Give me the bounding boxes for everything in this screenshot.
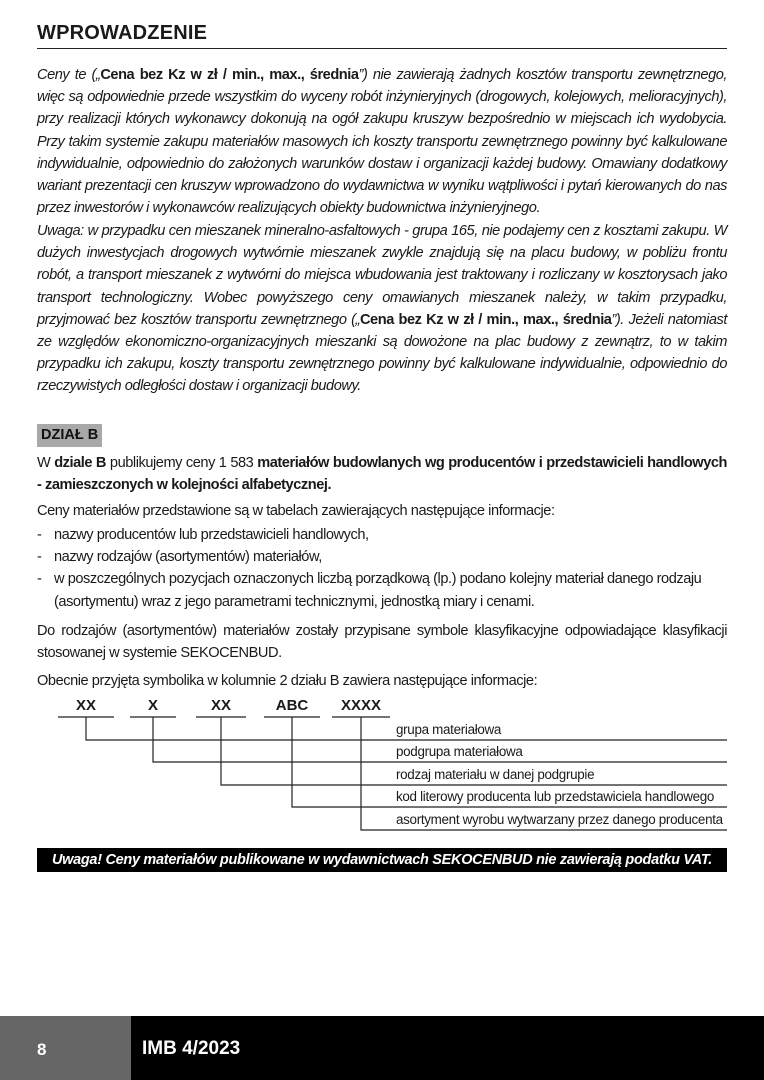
list-item: - w poszczególnych pozycjach oznaczonych liczbą porządkową (lp.) podano kolejny materiał danego rodzaju (asortymentu) wraz z jego parametrami technicznymi, jednostką miary i cenami.	[37, 568, 727, 612]
section-intro-paragraph: W dziale B publikujemy ceny 1 583 materiałów budowlanych wg producentów i przedstawicieli handlowych - zamieszczonych w kolejności alfabetycznej.	[37, 455, 727, 494]
classification-paragraph: Do rodzajów (asortymentów) materiałów zostały przypisane symbole klasyfikacyjne odpowiadające klasyfikacji stosowanej w systemie SEKOCENBUD.	[37, 623, 727, 662]
list-item: - nazwy producentów lub przedstawicieli handlowych,	[37, 524, 727, 546]
page-title: WPROWADZENIE	[37, 20, 727, 49]
page-number: 8	[37, 1040, 47, 1059]
code-assortment: XXXX	[340, 697, 382, 714]
code-group: XX	[75, 697, 96, 714]
diagram-label-type: rodzaj materiału w danej podgrupie	[396, 767, 595, 782]
diagram-label-producer: kod literowy producenta lub przedstawiciela handlowego	[396, 789, 715, 804]
list-item: - nazwy rodzajów (asortymentów) materiałów,	[37, 546, 727, 568]
journal-issue: IMB 4/2023	[142, 1038, 241, 1059]
diagram-label-subgroup: podgrupa materiałowa	[396, 744, 523, 759]
diagram-label-assortment: asortyment wyrobu wytwarzany przez danego producenta	[396, 812, 723, 827]
diagram-label-group: grupa materiałowa	[396, 722, 502, 737]
section-label-dzial-b: DZIAŁ B	[37, 424, 102, 447]
code-subgroup: X	[147, 697, 158, 714]
footer-page-block	[0, 1016, 131, 1080]
symbolism-paragraph: Obecnie przyjęta symbolika w kolumnie 2 działu B zawiera następujące informacje:	[37, 673, 538, 689]
info-list	[37, 524, 727, 613]
intro-paragraph-note: Uwaga: w przypadku cen mieszanek mineralno-asfaltowych - grupa 165, nie podajemy cen z kosztami zakupu. W dużych inwestycjach drogowych wytwórnie mieszanek zwykle znajdują się na placu budowy, w pobliżu frontu robót, a transport mieszanek z wytwórni do miejsca wbudowania jest traktowany i rozliczany w kosztorysach jako transport technologiczny. Wobec powyższego ceny omawianych mieszanek należy, w takim przypadku, przyjmować bez kosztów transportu zewnętrznego („Cena bez Kz w zł / min., max., średnia”). Jeżeli natomiast ze względów ekonomiczno-organizacyjnych mieszanki są dowożone na plac budowy z zewnątrz, to w takim przypadku ich zakupu, koszty transportu zewnętrznego powinny być kalkulowane indywidualnie, odpowiednio do rzeczywistych odległości dostaw i organizacji budowy.	[37, 223, 728, 395]
vat-note-banner: Uwaga! Ceny materiałów publikowane w wydawnictwach SEKOCENBUD nie zawierają podatku VAT.	[37, 848, 727, 872]
code-type: XX	[210, 697, 231, 714]
code-producer: ABC	[275, 697, 309, 714]
intro-paragraph-prices: Ceny te („Cena bez Kz w zł / min., max., średnia”) nie zawierają żadnych kosztów transportu zewnętrznego, więc są odpowiednie przede wszystkim do wyceny robót inżynieryjnych (drogowych, kolejowych, melioracyjnych), przy realizacji których wykonawcy dokonują na ogół zakupu kruszyw bezpośrednio w miejscach ich wydobycia. Przy takim systemie zakupu materiałów masowych ich koszty transportu zewnętrznego powinny być kalkulowane indywidualnie, odpowiednio do założonych warunków dostaw i organizacji każdej budowy. Omawiany dodatkowy wariant prezentacji cen kruszyw wprowadzono do wydawnictwa w wyniku wątpliwości i pytań kierowanych do nas przez inwestorów i wykonawców realizujących obiekty budownictwa inżynieryjnego.	[37, 67, 728, 217]
section-table-info-paragraph: Ceny materiałów przedstawione są w tabelach zawierających następujące informacje:	[37, 503, 555, 519]
